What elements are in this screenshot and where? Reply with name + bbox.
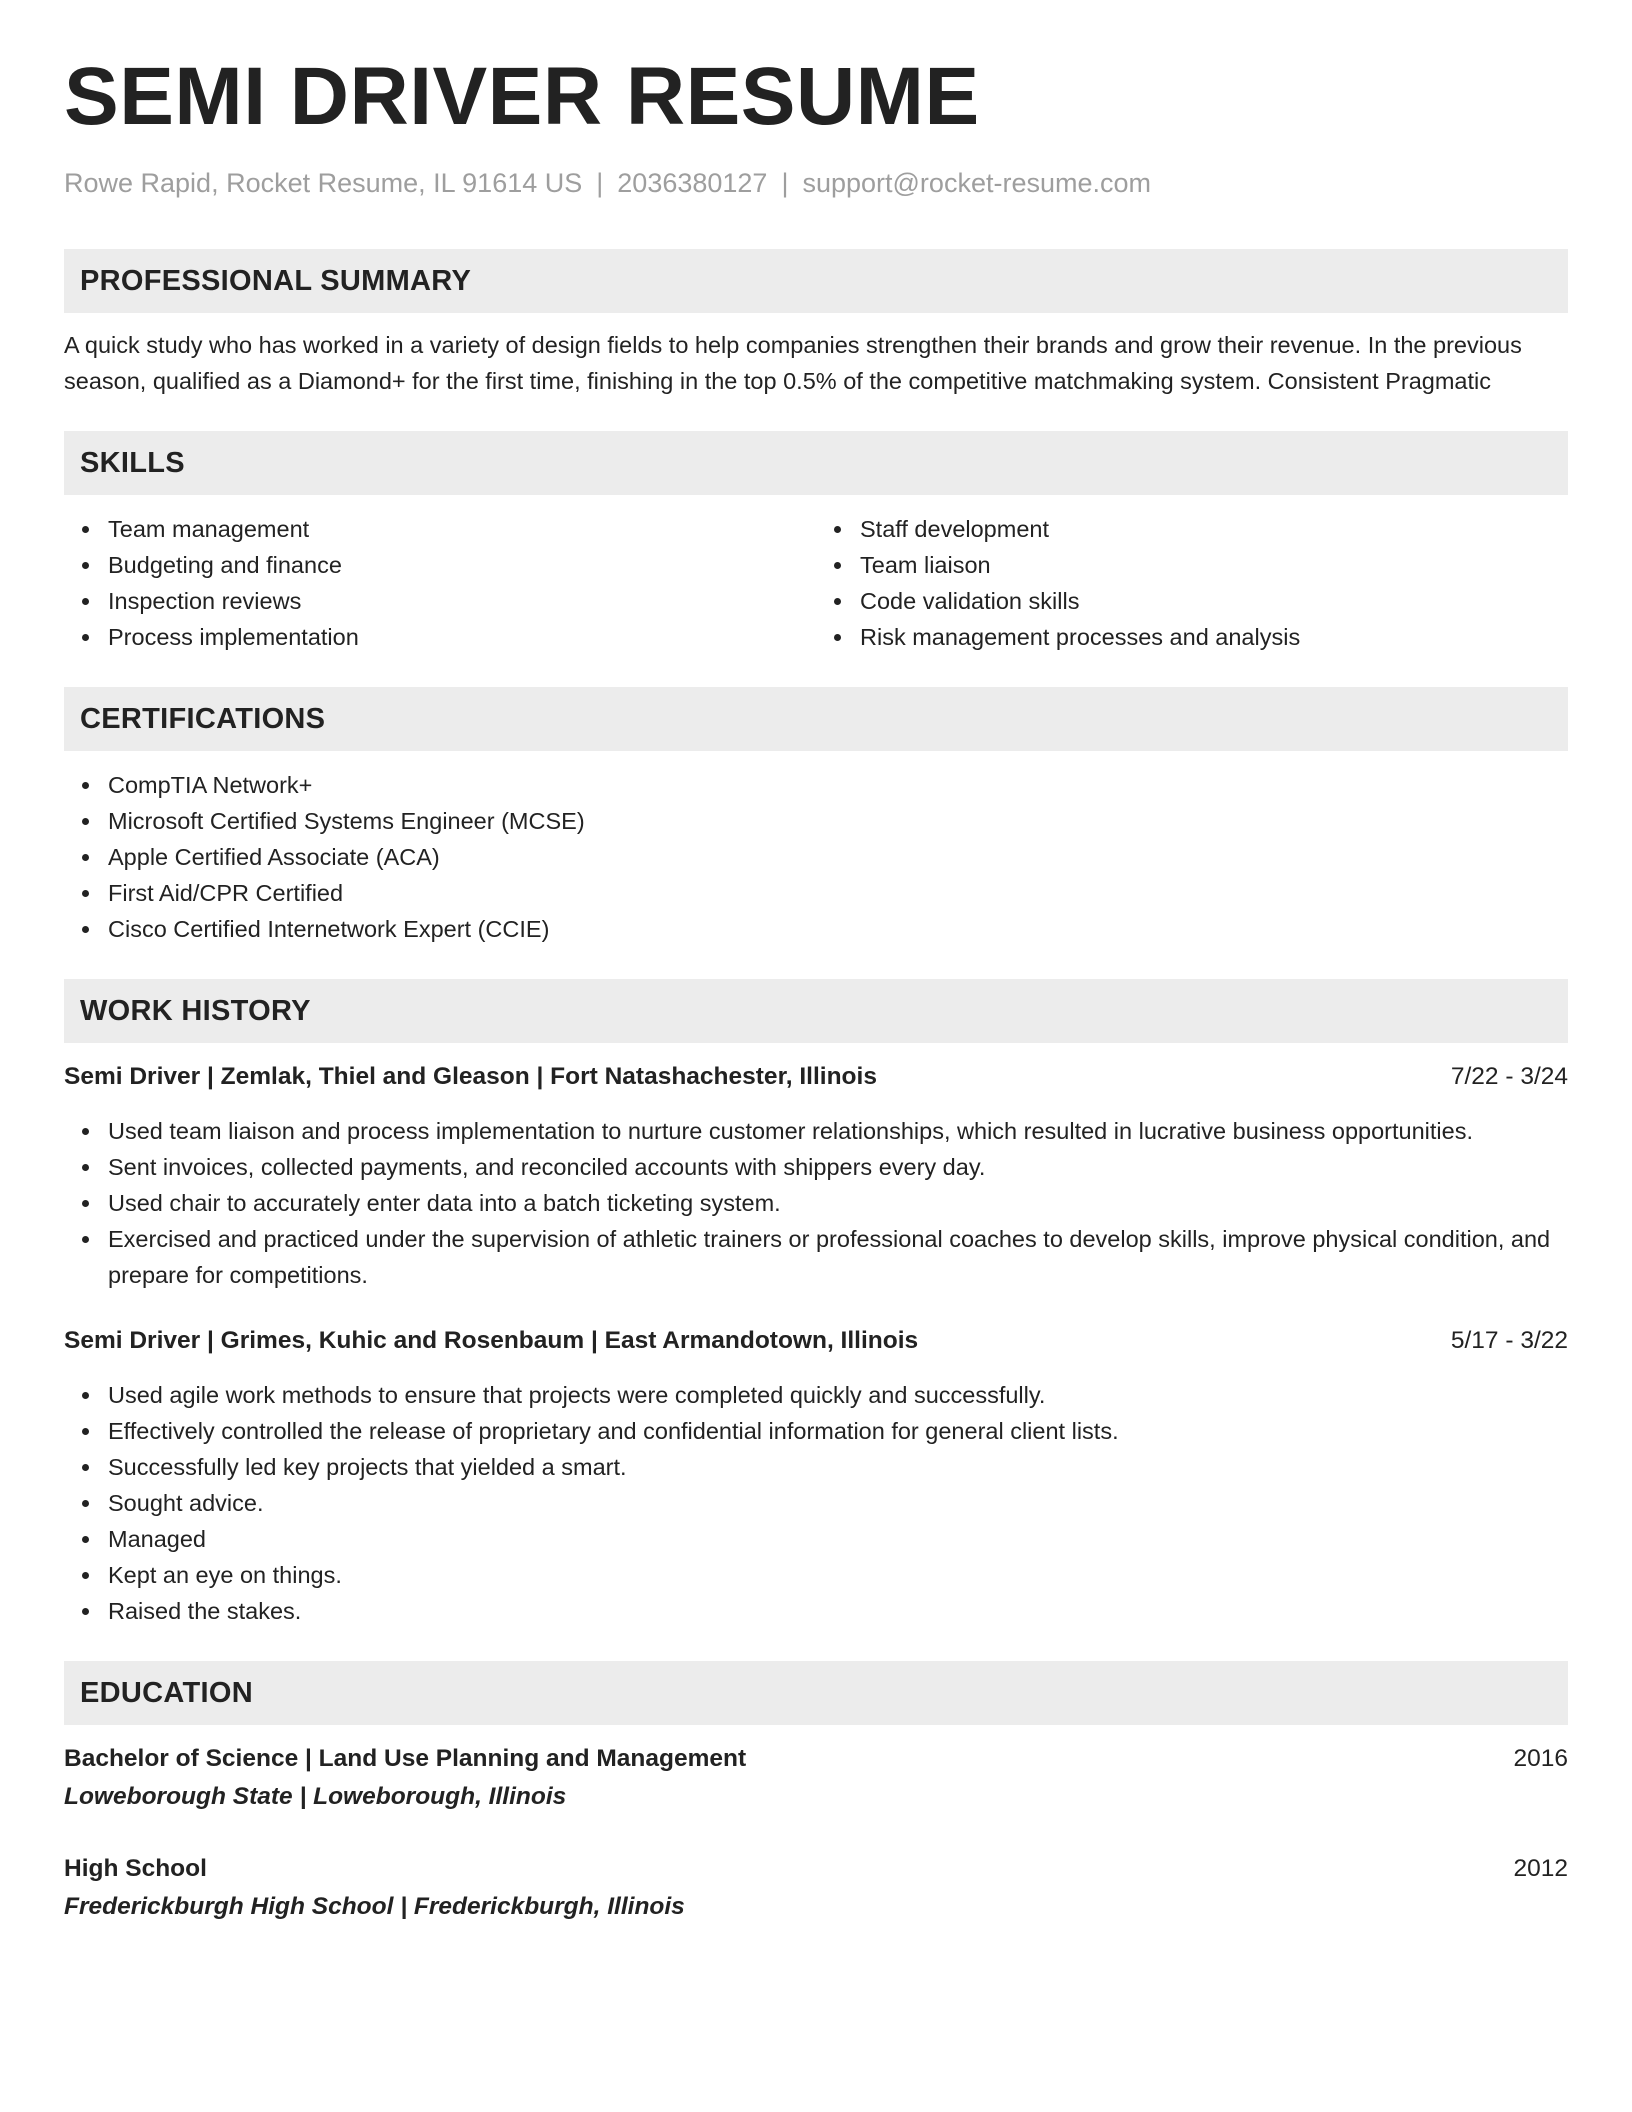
job-header [64, 1323, 1568, 1359]
skill-item: Inspection reviews [108, 583, 816, 619]
job-bullet: Managed [108, 1521, 1568, 1557]
summary-text: A quick study who has worked in a variety of design fields to help companies strengthen their brands and grow their revenue. In the previous season, qualified as a Diamond+ for the first time, finishing in the top 0.5% of the competitive matchmaking system. Consistent Pragmatic [64, 332, 1522, 394]
job-bullet: Effectively controlled the release of proprietary and confidential information for general client lists. [108, 1413, 1568, 1449]
skill-item: Process implementation [108, 619, 816, 655]
section-heading-summary: PROFESSIONAL SUMMARY [64, 249, 1568, 313]
certification-item: Cisco Certified Internetwork Expert (CCIE) [108, 911, 1568, 947]
job-bullet: Sent invoices, collected payments, and reconciled accounts with shippers every day. [108, 1149, 1568, 1185]
job-bullet: Raised the stakes. [108, 1593, 1568, 1629]
education-school: Frederickburgh High School | Frederickburgh, Illinois [64, 1893, 685, 1920]
certification-item: Microsoft Certified Systems Engineer (MCSE) [108, 803, 1568, 839]
job-bullet: Successfully led key projects that yielded a smart. [108, 1449, 1568, 1485]
certification-item: First Aid/CPR Certified [108, 875, 1568, 911]
job-title: Semi Driver | Zemlak, Thiel and Gleason | Fort Natashachester, Illinois [64, 1063, 877, 1090]
section-heading-certifications: CERTIFICATIONS [64, 687, 1568, 751]
job-header [64, 1059, 1568, 1095]
section-heading-skills: SKILLS [64, 431, 1568, 495]
education-degree: Bachelor of Science | Land Use Planning and Management [64, 1745, 747, 1772]
skill-item: Budgeting and finance [108, 547, 816, 583]
contact-line [64, 168, 1568, 199]
skill-item: Risk management processes and analysis [860, 619, 1568, 655]
job-dates: 5/17 - 3/22 [1450, 1327, 1568, 1354]
education-year: 2016 [1513, 1745, 1568, 1772]
certification-item: Apple Certified Associate (ACA) [108, 839, 1568, 875]
job-bullet: Used team liaison and process implementation to nurture customer relationships, which resulted in lucrative business opportunities. [108, 1113, 1568, 1149]
education-entry [64, 1851, 1568, 1925]
skill-item: Team management [108, 511, 816, 547]
job-entry [64, 1059, 1568, 1293]
skills-list-left [64, 511, 816, 655]
contact-email: support@rocket-resume.com [802, 168, 1151, 198]
skill-item: Team liaison [860, 547, 1568, 583]
education-header [64, 1851, 1568, 1887]
education-degree: High School [64, 1855, 207, 1882]
job-bullet: Sought advice. [108, 1485, 1568, 1521]
job-entry [64, 1323, 1568, 1629]
job-dates: 7/22 - 3/24 [1450, 1063, 1568, 1090]
education-header [64, 1741, 1568, 1777]
section-heading-education: EDUCATION [64, 1661, 1568, 1725]
section-heading-work-history: WORK HISTORY [64, 979, 1568, 1043]
skills-grid [64, 511, 1568, 655]
skills-list-right [816, 511, 1568, 655]
certifications-list [64, 767, 1568, 947]
job-bullets [64, 1377, 1568, 1629]
job-title: Semi Driver | Grimes, Kuhic and Rosenbaum | East Armandotown, Illinois [64, 1327, 919, 1354]
contact-separator: | [781, 168, 789, 198]
resume-title: SEMI DRIVER RESUME [64, 51, 980, 142]
job-bullet: Used agile work methods to ensure that projects were completed quickly and successfully. [108, 1377, 1568, 1413]
job-bullets [64, 1113, 1568, 1293]
job-bullet: Exercised and practiced under the supervision of athletic trainers or professional coaches to develop skills, improve physical condition, and prepare for competitions. [108, 1221, 1568, 1293]
skill-item: Code validation skills [860, 583, 1568, 619]
contact-phone: 2036380127 [617, 168, 768, 198]
education-entry [64, 1741, 1568, 1815]
education-school: Loweborough State | Loweborough, Illinois [64, 1783, 567, 1810]
education-year: 2012 [1513, 1855, 1568, 1882]
skill-item: Staff development [860, 511, 1568, 547]
job-bullet: Kept an eye on things. [108, 1557, 1568, 1593]
contact-separator: | [596, 168, 604, 198]
contact-address: Rowe Rapid, Rocket Resume, IL 91614 US [64, 168, 583, 198]
certification-item: CompTIA Network+ [108, 767, 1568, 803]
job-bullet: Used chair to accurately enter data into a batch ticketing system. [108, 1185, 1568, 1221]
